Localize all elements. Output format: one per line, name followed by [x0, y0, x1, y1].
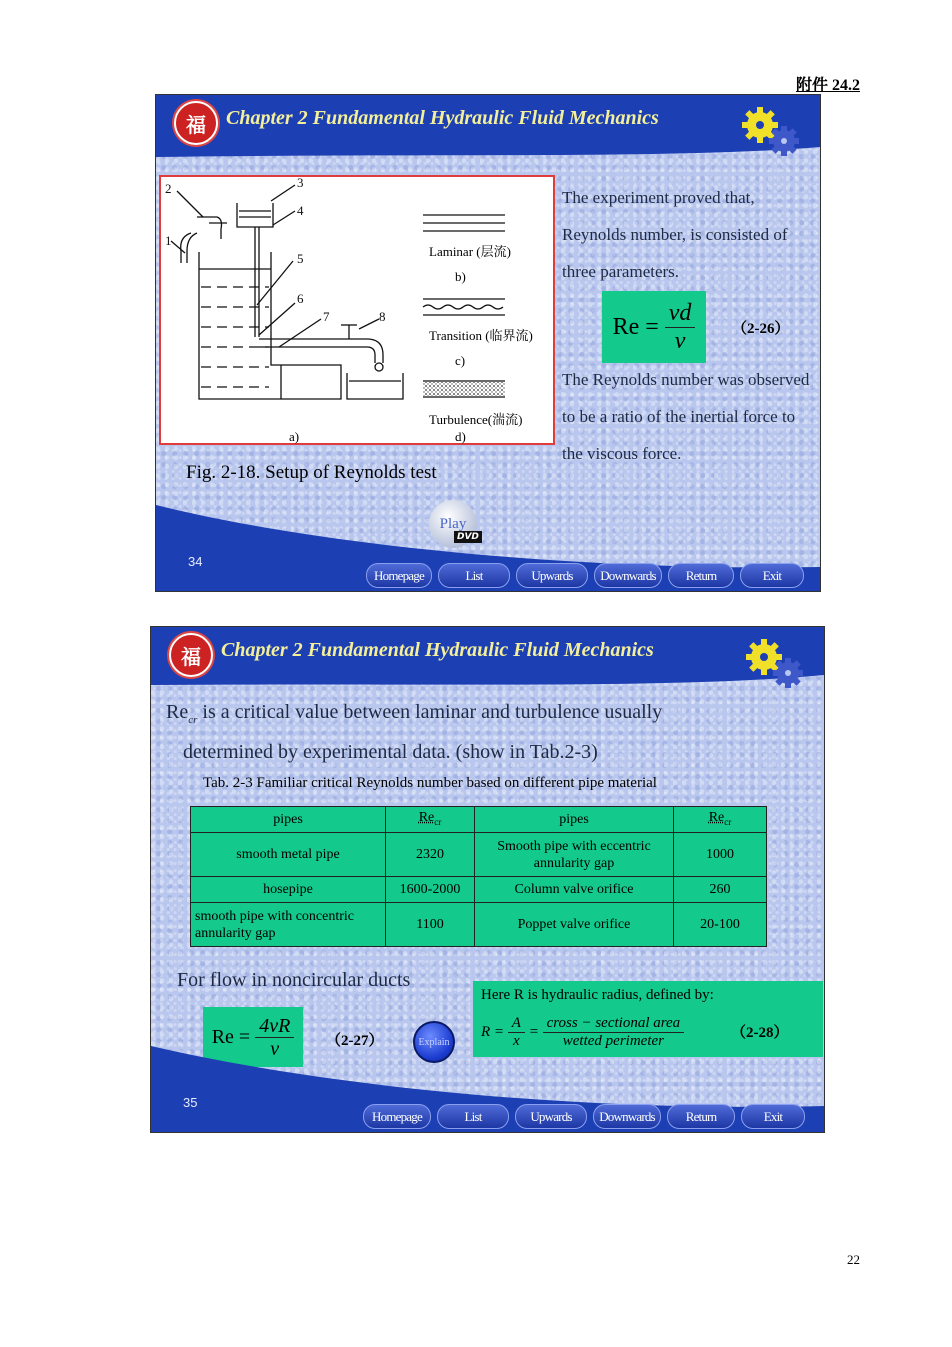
equation-number: （2-26）	[732, 321, 790, 337]
exit-button[interactable]: Exit	[741, 1104, 805, 1129]
nav-bar	[363, 1104, 805, 1129]
ratio-text: The Reynolds number was observed to be a ratio of the inertial force to the viscous force.	[562, 370, 810, 463]
equation-denominator: x	[513, 1032, 520, 1049]
laminar-label: Laminar (层流)	[429, 244, 511, 259]
hydraulic-radius-equation	[481, 1015, 684, 1049]
table-cell: 1600-2000	[386, 877, 475, 903]
cr-subscript: cr	[724, 816, 732, 827]
header-re	[386, 807, 475, 833]
transition-sublabel: c)	[455, 353, 466, 368]
table-row	[191, 833, 767, 877]
label-5: 5	[297, 251, 304, 266]
table-cell: Smooth pipe with eccentric annularity gap	[475, 833, 674, 877]
equation-number: （2-28）	[731, 1025, 789, 1041]
university-logo: 福	[169, 633, 213, 677]
equation-numerator: vd	[665, 300, 696, 327]
header-pipes: pipes	[475, 807, 674, 833]
experimental-data-line: determined by experimental data. (show in Tab.2-3)	[183, 741, 598, 763]
list-button[interactable]: List	[437, 1104, 509, 1129]
equation-denominator: wetted perimeter	[562, 1032, 664, 1049]
equation-denominator: ν	[270, 1037, 280, 1060]
table-cell: 260	[674, 877, 767, 903]
label-1: 1	[165, 233, 172, 248]
slide-number: 34	[188, 554, 203, 569]
figure-caption: Fig. 2-18. Setup of Reynolds test	[186, 462, 437, 483]
noncircular-text: For flow in noncircular ducts	[177, 969, 411, 991]
equation-numerator: cross − sectional area	[543, 1015, 685, 1033]
critical-value-line	[166, 701, 662, 726]
label-8: 8	[379, 309, 386, 324]
turbulence-label: Turbulence(湍流)	[429, 412, 523, 427]
cr-subscript: cr	[188, 714, 198, 726]
exit-button[interactable]: Exit	[740, 563, 804, 588]
downwards-button[interactable]: Downwards	[593, 1104, 661, 1129]
table-cell: hosepipe	[191, 877, 386, 903]
table-header-row	[191, 807, 767, 833]
critical-value-text: is a critical value between laminar and turbulence usually	[197, 701, 663, 723]
upwards-button[interactable]: Upwards	[515, 1104, 587, 1129]
label-6: 6	[297, 291, 304, 306]
reynolds-test-figure	[159, 175, 555, 445]
equation-denominator: ν	[674, 327, 686, 354]
table-cell: 1100	[386, 903, 475, 947]
table-cell: smooth metal pipe	[191, 833, 386, 877]
reynolds-equation	[602, 291, 706, 363]
table-cell: smooth pipe with concentric annularity gap	[191, 903, 386, 947]
explain-label: Explain	[418, 1036, 450, 1048]
label-3: 3	[297, 177, 304, 190]
dvd-badge: DVD	[454, 531, 482, 543]
page-number: 22	[847, 1252, 860, 1267]
equation-number: （2-27）	[326, 1033, 384, 1049]
slide-title: Chapter 2 Fundamental Hydraulic Fluid Mechanics	[221, 639, 654, 661]
homepage-button[interactable]: Homepage	[363, 1104, 431, 1129]
attachment-label: 附件 24.2	[795, 77, 860, 94]
equation-numerator: A	[508, 1015, 525, 1033]
list-button[interactable]: List	[438, 563, 510, 588]
critical-reynolds-table	[190, 806, 767, 947]
reynolds-apparatus-drawing	[161, 177, 553, 443]
re-symbol: Re	[166, 701, 189, 723]
slide-34	[155, 94, 821, 592]
label-7: 7	[323, 309, 330, 324]
table-cell: 2320	[386, 833, 475, 877]
slide-title: Chapter 2 Fundamental Hydraulic Fluid Mechanics	[226, 107, 659, 129]
turbulence-sublabel: d)	[455, 429, 466, 444]
table-cell: 1000	[674, 833, 767, 877]
nav-bar	[366, 563, 804, 588]
slide-35	[150, 626, 825, 1133]
equation-lhs: R =	[481, 1023, 505, 1040]
laminar-sublabel: b)	[455, 269, 466, 284]
upwards-button[interactable]: Upwards	[516, 563, 588, 588]
play-label: Play	[439, 515, 467, 532]
re-text: Re	[418, 809, 435, 825]
slide-number: 35	[183, 1095, 198, 1110]
university-logo: 福	[174, 101, 218, 145]
gears-icon	[738, 635, 808, 689]
equals-sign: =	[528, 1023, 539, 1040]
header-re	[674, 807, 767, 833]
equation-lhs: Re =	[612, 313, 659, 340]
gears-icon	[734, 103, 804, 157]
downwards-button[interactable]: Downwards	[594, 563, 662, 588]
equation-numerator: 4vR	[255, 1015, 294, 1038]
table-caption: Tab. 2-3 Familiar critical Reynolds number based on different pipe material	[203, 775, 657, 791]
return-button[interactable]: Return	[668, 563, 734, 588]
hydraulic-radius-text: Here R is hydraulic radius, defined by:	[481, 987, 714, 1003]
label-2: 2	[165, 181, 172, 196]
table-row	[191, 877, 767, 903]
experiment-text: The experiment proved that, Reynolds number, is consisted of three parameters.	[562, 188, 788, 281]
label-4: 4	[297, 203, 304, 218]
equation-lhs: Re =	[211, 1025, 251, 1048]
return-button[interactable]: Return	[667, 1104, 735, 1129]
transition-label: Transition (临界流)	[429, 328, 533, 343]
table-row	[191, 903, 767, 947]
apparatus-sublabel: a)	[289, 429, 300, 444]
header-pipes: pipes	[191, 807, 386, 833]
table-cell: 20-100	[674, 903, 767, 947]
homepage-button[interactable]: Homepage	[366, 563, 432, 588]
table-cell: Column valve orifice	[475, 877, 674, 903]
table-cell: Poppet valve orifice	[475, 903, 674, 947]
re-text: Re	[708, 809, 725, 825]
cr-subscript: cr	[434, 816, 442, 827]
